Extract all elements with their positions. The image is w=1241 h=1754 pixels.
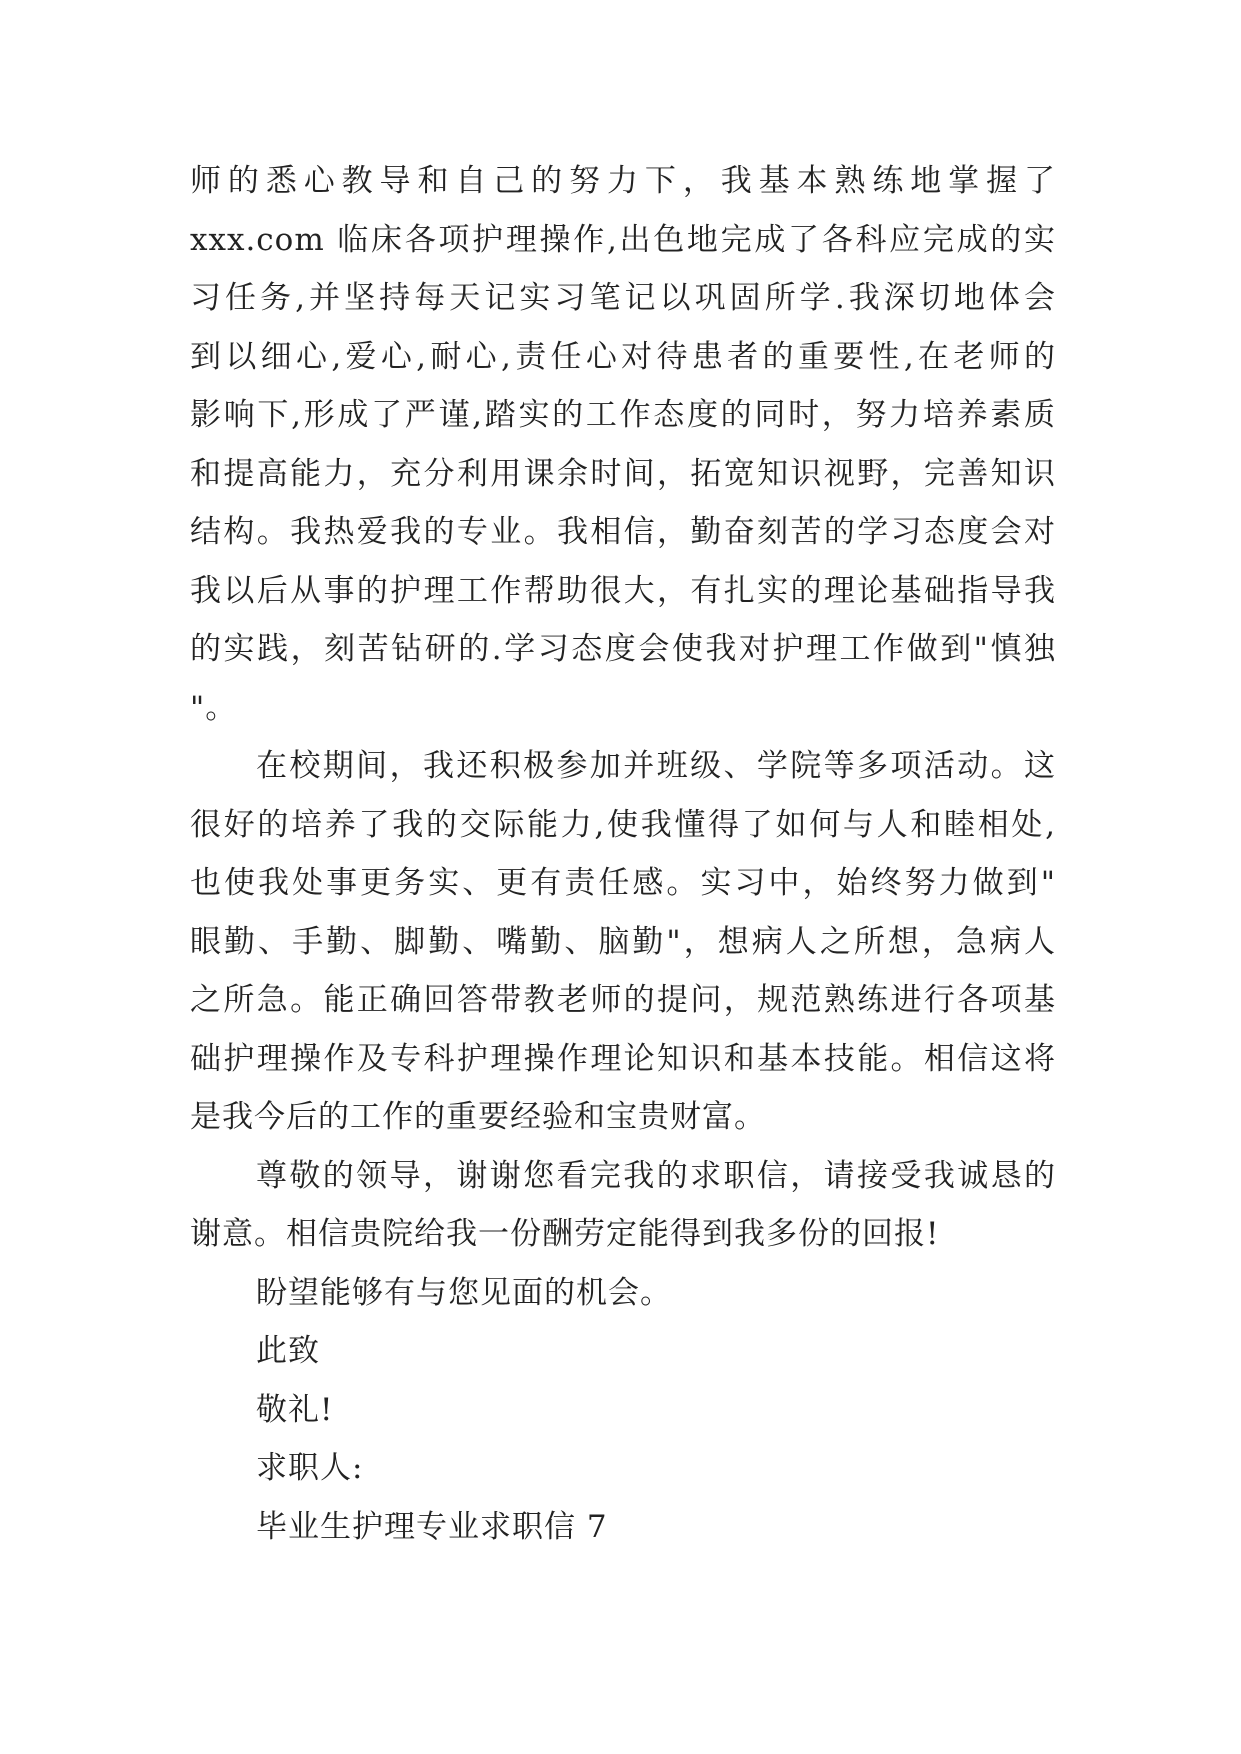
salutation-line-1: 此致 bbox=[256, 1333, 320, 1369]
salutation-line-2: 敬礼! bbox=[256, 1391, 334, 1428]
next-section-title: 毕业生护理专业求职信 7 bbox=[256, 1508, 608, 1545]
text-line: 很好的培养了我的交际能力,使我懂得了如何与人和睦相处, bbox=[190, 806, 1056, 843]
text-line: "。 bbox=[190, 689, 238, 726]
text-line: xxx.com 临床各项护理操作,出色地完成了各科应完成的实 bbox=[190, 221, 1056, 258]
document-page bbox=[190, 152, 1056, 1556]
text-line: 之所急。能正确回答带教老师的提问，规范熟练进行各项基 bbox=[190, 982, 1056, 1018]
paragraph-3 bbox=[190, 1147, 1056, 1264]
text-line: 我以后从事的护理工作帮助很大，有扎实的理论基础指导我 bbox=[190, 572, 1056, 609]
closing-hope: 盼望能够有与您见面的机会。 bbox=[256, 1274, 672, 1311]
text-line: 也使我处事更务实、更有责任感。实习中，始终努力做到" bbox=[190, 865, 1056, 901]
text-line: 和提高能力，充分利用课余时间，拓宽知识视野，完善知识 bbox=[190, 455, 1056, 492]
text-line: 的实践，刻苦钻研的.学习态度会使我对护理工作做到"慎独 bbox=[190, 631, 1056, 667]
text-line: 结构。我热爱我的专业。我相信，勤奋刻苦的学习态度会对 bbox=[190, 514, 1056, 550]
text-line: 础护理操作及专科护理操作理论知识和基本技能。相信这将 bbox=[190, 1040, 1056, 1077]
paragraph-1 bbox=[190, 152, 1056, 737]
text-line: 影响下,形成了严谨,踏实的工作态度的同时，努力培养素质 bbox=[190, 397, 1056, 433]
text-line: 到以细心,爱心,耐心,责任心对待患者的重要性,在老师的 bbox=[190, 338, 1056, 375]
paragraph-2 bbox=[190, 737, 1056, 1147]
text-line: 师的悉心教导和自己的努力下，我基本熟练地掌握了 bbox=[190, 163, 1056, 199]
letter-closing bbox=[190, 1264, 1056, 1557]
text-line: 在校期间，我还积极参加并班级、学院等多项活动。这 bbox=[256, 748, 1056, 784]
text-line: 眼勤、手勤、脚勤、嘴勤、脑勤"，想病人之所想，急病人 bbox=[190, 923, 1056, 960]
text-line: 尊敬的领导，谢谢您看完我的求职信，请接受我诚恳的 bbox=[256, 1157, 1056, 1194]
text-line: 习任务,并坚持每天记实习笔记以巩固所学.我深切地体会 bbox=[190, 280, 1056, 316]
signature-label: 求职人: bbox=[256, 1450, 364, 1486]
text-line: 谢意。相信贵院给我一份酬劳定能得到我多份的回报! bbox=[190, 1216, 940, 1252]
text-line: 是我今后的工作的重要经验和宝贵财富。 bbox=[190, 1099, 766, 1135]
